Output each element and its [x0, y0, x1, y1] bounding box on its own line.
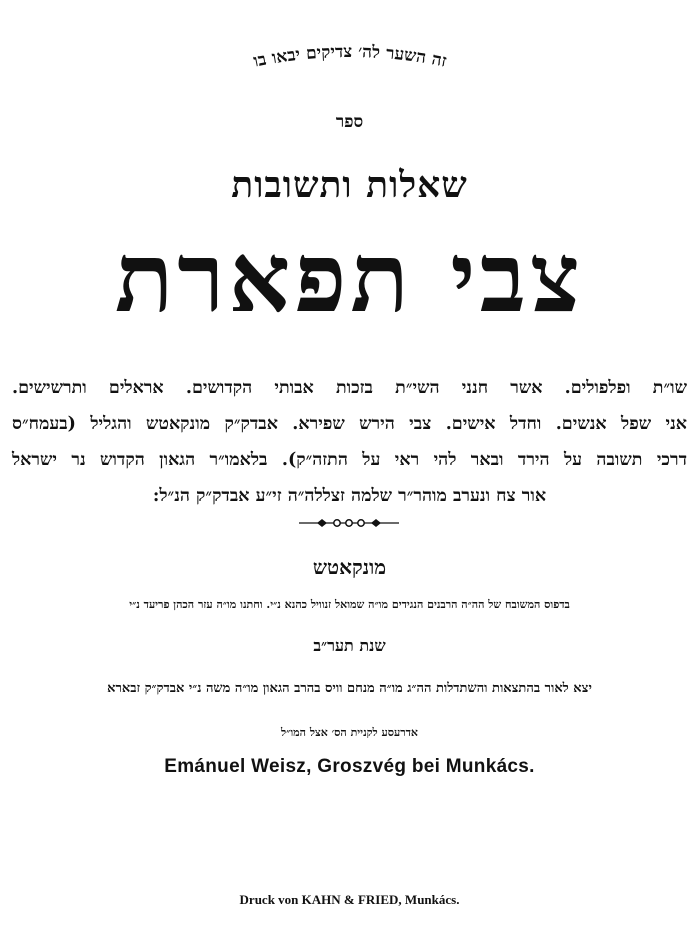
- svg-text:זה השער לה׳ צדיקים יבאו בו: [252, 42, 449, 72]
- arch-motto-text: זה השער לה׳ צדיקים יבאו בו: [251, 41, 449, 72]
- description-line: אור צח ונערב מוהר״ר שלמה זצללה״ה זי״ע אבדק״ק הנ״ל:: [152, 486, 547, 506]
- book-title: צבי תפארת: [114, 221, 585, 334]
- description-line: אני שפל אנשים. וחדל אישים. צבי הירש שפירא. אבדק״ק מונקאטש והגליל (בעמח״ס: [12, 414, 687, 434]
- description-line: דרכי תשובה על הירד ובאר להי ראי על התזה״ק). בלאמו״ר הגאון הקדוש נר ישראל: [12, 450, 687, 470]
- printer-imprint: Druck von KAHN & FRIED, Munkács.: [239, 892, 460, 907]
- book-subtitle: שאלות ותשובות: [231, 164, 468, 206]
- city-name: מונקאטש: [312, 555, 387, 579]
- address-label: אדרעסע לקניית הס׳ אצל המו״ל: [281, 726, 418, 739]
- arch-motto: [150, 30, 550, 100]
- description-line: שו״ת ופלפולים. אשר חנני השי״ת בזכות אבותי הקדושים. אראלים ותרשישים.: [12, 378, 687, 398]
- ornament-divider: [299, 515, 399, 531]
- year-line: שנת תער״ב: [313, 636, 386, 655]
- publisher-address: Emánuel Weisz, Groszvég bei Munkács.: [164, 756, 535, 777]
- press-line: בדפוס המשובח של הה״ה הרבנים הנגידים מו״ה שמואל זנוויל כהנא נ״י. וחתנו מו״ה עזר הכהן פריעד נ״י: [129, 598, 570, 611]
- description-paragraph: [12, 370, 687, 514]
- publisher-line: יצא לאור בהתצאות והשתדלות הה״ג מו״ה מנחם וויס בהרב הגאון מו״ה משה נ״י אבדק״ק זבארא: [107, 681, 592, 696]
- sefer-label: ספר: [335, 112, 364, 132]
